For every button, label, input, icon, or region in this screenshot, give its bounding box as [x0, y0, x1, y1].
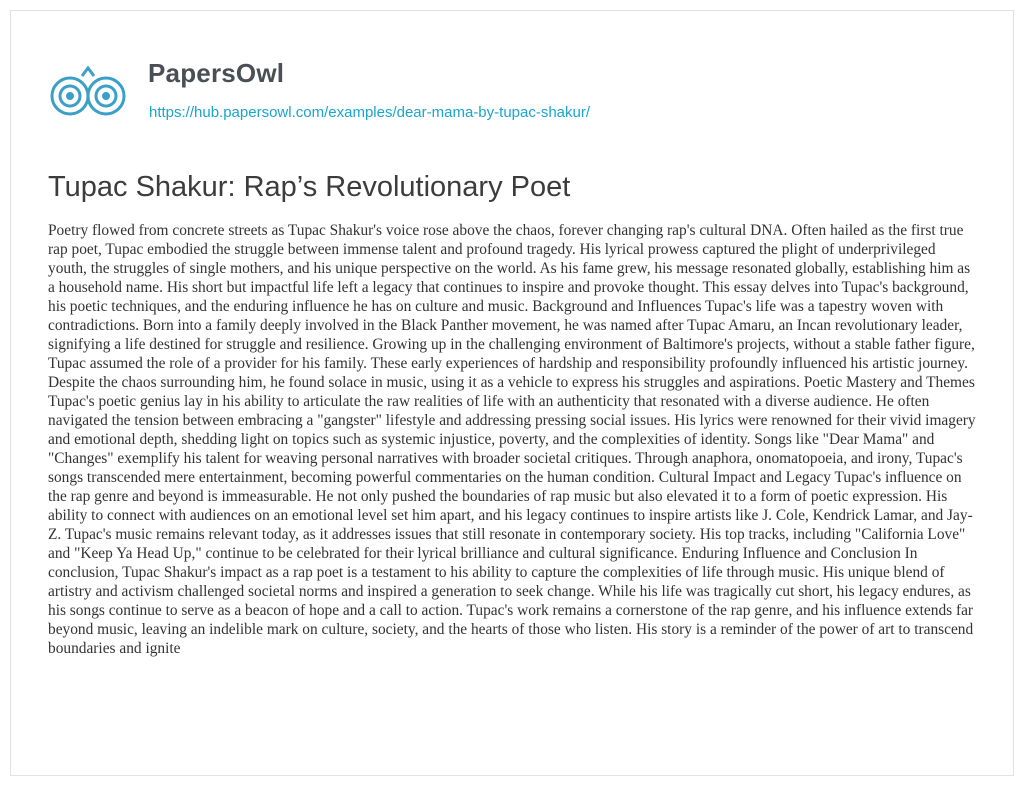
- owl-eyes-logo-icon: [48, 66, 130, 124]
- brand-name: PapersOwl: [148, 58, 285, 88]
- essay-body: Poetry flowed from concrete streets as Tupac Shakur's voice rose above the chaos, forever changing rap's cultural DNA. Often hailed as the first true rap poet, Tupac embodied the struggle between immense talent and profound tragedy. His lyrical prowess captured the plight of underprivileged youth, the struggles of single mothers, and his unique perspective on the world. As his fame grew, his message resonated globally, establishing him as a household name. His short but impactful life left a legacy that continues to inspire and provoke thought. This essay delves into Tupac's background, his poetic techniques, and the enduring influence he has on culture and music. Background and Influences Tupac's life was a tapestry woven with contradictions. Born into a family deeply involved in the Black Panther movement, he was named after Tupac Amaru, an Incan revolutionary leader, signifying a life destined for struggle and resilience. Growing up in the challenging environment of Baltimore's projects, without a stable father figure, Tupac assumed the role of a provider for his family. These early experiences of hardship and responsibility profoundly influenced his artistic journey. Despite the chaos surrounding him, he found solace in music, using it as a vehicle to express his struggles and aspirations. Poetic Mastery and Themes Tupac's poetic genius lay in his ability to articulate the raw realities of life with an authenticity that resonated with a diverse audience. He often navigated the tension between embracing a "gangster" lifestyle and addressing pressing social issues. His lyrics were renowned for their vivid imagery and emotional depth, shedding light on topics such as systemic injustice, poverty, and the complexities of identity. Songs like "Dear Mama" and "Changes" exemplify his talent for weaving personal narratives with broader societal critiques. Through anaphora, onomatopoeia, and irony, Tupac's songs transcended mere entertainment, becoming powerful commentaries on the human condition. Cultural Impact and Legacy Tupac's influence on the rap genre and beyond is immeasurable. He not only pushed the boundaries of rap music but also elevated it to a form of poetic expression. His ability to connect with audiences on an emotional level set him apart, and his legacy continues to inspire artists like J. Cole, Kendrick Lamar, and Jay-Z. Tupac's music remains relevant today, as it addresses issues that still resonate in contemporary society. His top tracks, including "California Love" and "Keep Ya Head Up," continue to be celebrated for their lyrical brilliance and cultural significance. Enduring Influence and Conclusion In conclusion, Tupac Shakur's impact as a rap poet is a testament to his ability to capture the complexities of life through music. His unique blend of artistry and activism challenged societal norms and inspired a generation to seek change. While his life was tragically cut short, his legacy endures, as his songs continue to serve as a beacon of hope and a call to action. Tupac's work remains a cornerstone of the rap genre, and his influence extends far beyond music, leaving an indelible mark on culture, society, and the hearts of those who listen. His story is a reminder of the power of art to transcend boundaries and ignite: [48, 222, 976, 657]
- site-header: [48, 58, 748, 142]
- source-url-link[interactable]: https://hub.papersowl.com/examples/dear-mama-by-tupac-shakur/: [149, 104, 591, 121]
- page-title: Tupac Shakur: Rap’s Revolutionary Poet: [48, 171, 571, 203]
